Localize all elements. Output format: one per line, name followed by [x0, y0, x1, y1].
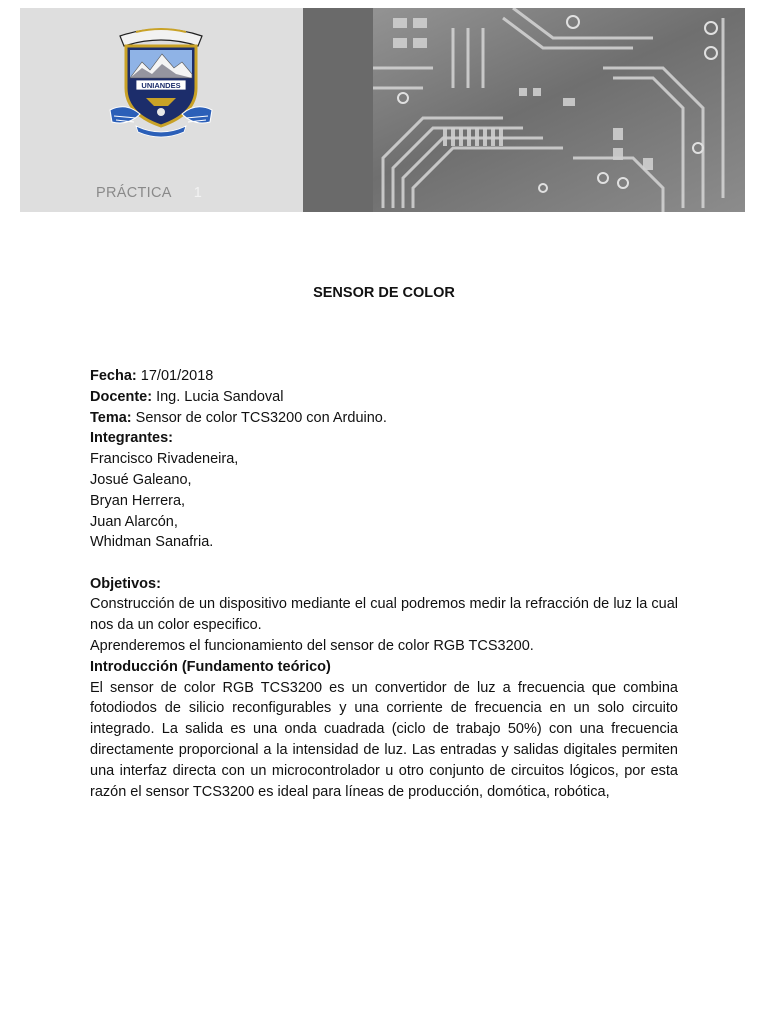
- integrante-item: Josué Galeano,: [90, 471, 192, 488]
- objetivos-label: Objetivos:: [90, 575, 161, 592]
- tema-field: [90, 408, 678, 429]
- integrantes-label: Integrantes:: [90, 430, 173, 447]
- docente-field: [90, 387, 678, 408]
- document-body: [90, 366, 678, 802]
- tema-label: Tema:: [90, 409, 132, 426]
- university-crest-icon: [106, 22, 216, 142]
- objetivo-item: Construcción de un dispositivo mediante el cual podremos medir la refracción de luz la cual nos da un color especifico.: [90, 596, 678, 634]
- fecha-label: Fecha:: [90, 368, 137, 384]
- practice-label: PRÁCTICA: [96, 185, 172, 201]
- circuit-board-image: [303, 8, 745, 212]
- integrante-item: Whidman Sanafria.: [90, 534, 214, 551]
- objetivo-item: Aprenderemos el funcionamiento del sensor de color RGB TCS3200.: [90, 638, 534, 655]
- header-logo-panel: [20, 8, 303, 212]
- document-title: SENSOR DE COLOR: [313, 285, 455, 301]
- integrante-item: Bryan Herrera,: [90, 492, 186, 509]
- fecha-field: [90, 366, 678, 387]
- integrante-item: Francisco Rivadeneira,: [90, 451, 239, 468]
- docente-value: Ing. Lucia Sandoval: [156, 388, 284, 405]
- practice-label-group: [96, 185, 202, 201]
- docente-label: Docente:: [90, 388, 153, 405]
- crest-lettering: UNIANDES: [141, 81, 181, 90]
- practice-number: 1: [193, 185, 203, 201]
- fecha-value: 17/01/2018: [140, 368, 214, 384]
- objetivos-section: [90, 574, 678, 657]
- circuit-board-graphic: [303, 8, 745, 212]
- page-header: [20, 8, 745, 212]
- tema-value: Sensor de color TCS3200 con Arduino.: [135, 409, 387, 426]
- integrantes-section: [90, 428, 678, 553]
- integrante-item: Juan Alarcón,: [90, 513, 178, 530]
- intro-paragraph: El sensor de color RGB TCS3200 es un convertidor de luz a frecuencia que combina fotodiodos de silicio reconfigurables y una corriente de frecuencia en un solo circuito integrado. La salida es una onda cuadrada (ciclo de trabajo 50%) con una frecuencia directamente proporcional a la intensidad de luz. Las entradas y salidas digitales permiten una interfaz directa con un microcontrolador u otro conjunto de circuitos lógicos, por esta razón el sensor TCS3200 es ideal para líneas de producción, domótica, robótica,: [90, 679, 678, 800]
- intro-heading: Introducción (Fundamento teórico): [90, 658, 331, 675]
